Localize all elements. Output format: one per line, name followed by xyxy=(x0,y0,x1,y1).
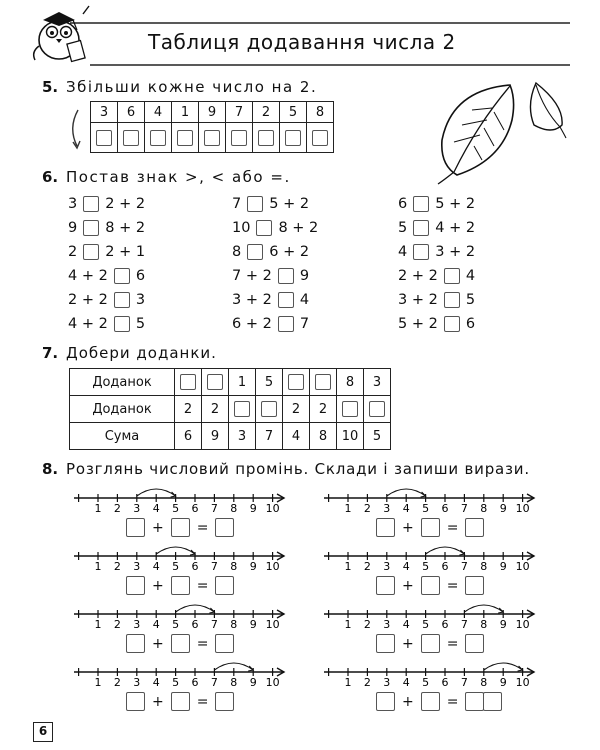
task7-row xyxy=(70,369,391,396)
sign-answer-box[interactable] xyxy=(444,292,460,308)
tick-label: 8 xyxy=(230,676,238,689)
task6-right-expr: 4 + 2 xyxy=(435,220,476,236)
answer-box[interactable] xyxy=(207,374,223,390)
plus-sign: + xyxy=(402,577,414,594)
tick-label: 8 xyxy=(480,560,488,573)
task6-right-expr: 4 xyxy=(299,292,310,308)
task6-left-expr: 4 + 2 xyxy=(68,316,108,332)
tick-label: 6 xyxy=(191,560,199,573)
task5-table xyxy=(90,101,334,153)
plus-sign: + xyxy=(152,693,164,710)
first-addend-box[interactable] xyxy=(376,634,395,653)
equation-row xyxy=(376,576,484,595)
number-line xyxy=(74,484,294,516)
second-addend-box[interactable] xyxy=(421,576,440,595)
sign-answer-box[interactable] xyxy=(413,220,429,236)
sign-answer-box[interactable] xyxy=(247,196,263,212)
equation-row xyxy=(126,576,234,595)
tick-label: 10 xyxy=(265,560,280,573)
task6-comparison xyxy=(398,292,475,308)
sign-answer-box[interactable] xyxy=(83,220,99,236)
task6-right-expr: 5 xyxy=(135,316,146,332)
first-addend-box[interactable] xyxy=(376,692,395,711)
plus-sign: + xyxy=(152,519,164,536)
page-title: Таблиця додавання числа 2 xyxy=(148,30,456,54)
tick-label: 1 xyxy=(344,676,352,689)
tick-label: 5 xyxy=(172,560,180,573)
answer-box[interactable] xyxy=(312,130,328,146)
second-addend-box[interactable] xyxy=(421,692,440,711)
tick-label: 6 xyxy=(441,676,449,689)
sum-box[interactable] xyxy=(215,576,234,595)
tick-label: 5 xyxy=(422,618,430,631)
tick-label: 7 xyxy=(210,618,218,631)
tick-label: 1 xyxy=(344,618,352,631)
tick-label: 2 xyxy=(113,618,121,631)
task6-right-expr: 5 + 2 xyxy=(269,196,310,212)
answer-box[interactable] xyxy=(369,401,385,417)
tick-label: 7 xyxy=(210,502,218,515)
task7-value-cell: 10 xyxy=(337,423,364,450)
sum-box[interactable] xyxy=(465,692,484,711)
tick-label: 9 xyxy=(249,502,257,515)
sign-answer-box[interactable] xyxy=(278,268,294,284)
task6-right-expr: 6 + 2 xyxy=(269,244,310,260)
task6-comparison xyxy=(398,268,475,284)
plus-sign: + xyxy=(402,693,414,710)
sign-answer-box[interactable] xyxy=(114,292,130,308)
number-line xyxy=(324,542,544,574)
plus-sign: + xyxy=(152,635,164,652)
task5-text: Збільши кожне число на 2. xyxy=(66,78,318,96)
tick-label: 6 xyxy=(441,560,449,573)
sign-answer-box[interactable] xyxy=(413,244,429,260)
sign-answer-box[interactable] xyxy=(256,220,272,236)
sign-answer-box[interactable] xyxy=(114,268,130,284)
task6-left-expr: 8 xyxy=(232,244,242,260)
task6-left-expr: 2 + 2 xyxy=(398,268,438,284)
tick-label: 10 xyxy=(515,560,530,573)
tick-label: 10 xyxy=(515,676,530,689)
task7-value-cell: 5 xyxy=(364,423,391,450)
task7-value-cell: 5 xyxy=(256,369,283,396)
tick-label: 2 xyxy=(363,502,371,515)
plus-sign: + xyxy=(152,577,164,594)
task5-answer-cell[interactable] xyxy=(226,123,253,153)
page-number-box xyxy=(33,722,53,742)
task6-comparison xyxy=(68,292,145,308)
tick-label: 1 xyxy=(344,560,352,573)
second-addend-box[interactable] xyxy=(171,576,190,595)
tick-label: 3 xyxy=(133,676,141,689)
tick-label: 4 xyxy=(152,502,160,515)
tick-label: 1 xyxy=(344,502,352,515)
tick-label: 2 xyxy=(113,502,121,515)
task5-answer-cell[interactable] xyxy=(280,123,307,153)
tick-label: 9 xyxy=(499,502,507,515)
task6-right-expr: 8 + 2 xyxy=(105,220,146,236)
equals-sign: = xyxy=(196,519,209,536)
second-addend-box[interactable] xyxy=(421,518,440,537)
answer-box[interactable] xyxy=(231,130,247,146)
tick-label: 9 xyxy=(499,676,507,689)
sum-box[interactable] xyxy=(215,692,234,711)
tick-label: 7 xyxy=(210,676,218,689)
tick-label: 8 xyxy=(480,676,488,689)
tick-label: 8 xyxy=(230,618,238,631)
answer-box[interactable] xyxy=(150,130,166,146)
second-addend-box[interactable] xyxy=(421,634,440,653)
task5-answer-row xyxy=(91,123,334,153)
tick-label: 1 xyxy=(94,502,102,515)
task6-right-expr: 7 xyxy=(299,316,310,332)
answer-box[interactable] xyxy=(177,130,193,146)
answer-box[interactable] xyxy=(234,401,250,417)
page-number: 6 xyxy=(38,724,48,738)
task6-comparison xyxy=(68,268,145,284)
task7-value-cell: 4 xyxy=(283,423,310,450)
tick-label: 9 xyxy=(499,618,507,631)
sign-answer-box[interactable] xyxy=(444,316,460,332)
tick-label: 1 xyxy=(94,676,102,689)
tick-label: 6 xyxy=(191,676,199,689)
task6-right-expr: 2 + 1 xyxy=(105,244,146,260)
task6-left-expr: 6 xyxy=(398,196,408,212)
tick-label: 2 xyxy=(113,676,121,689)
sum-box[interactable] xyxy=(215,518,234,537)
task7-text: Добери доданки. xyxy=(66,344,217,362)
tick-label: 5 xyxy=(422,560,430,573)
tick-label: 10 xyxy=(515,502,530,515)
equals-sign: = xyxy=(446,577,459,594)
number-line xyxy=(74,658,294,690)
task7-row-label: Доданок xyxy=(70,396,175,423)
answer-box[interactable] xyxy=(258,130,274,146)
task6-comparison xyxy=(232,220,318,236)
task6-left-expr: 5 xyxy=(398,220,408,236)
sign-answer-box[interactable] xyxy=(83,244,99,260)
task6-left-expr: 3 + 2 xyxy=(232,292,272,308)
tick-label: 3 xyxy=(133,618,141,631)
first-addend-box[interactable] xyxy=(126,634,145,653)
task6-left-expr: 6 + 2 xyxy=(232,316,272,332)
task6-comparison xyxy=(232,244,309,260)
tick-label: 10 xyxy=(265,502,280,515)
answer-box[interactable] xyxy=(342,401,358,417)
equation-row xyxy=(126,692,234,711)
task7-row-label: Доданок xyxy=(70,369,175,396)
task6-comparison xyxy=(232,316,309,332)
task6-left-expr: 3 + 2 xyxy=(398,292,438,308)
tick-label: 3 xyxy=(133,502,141,515)
sign-answer-box[interactable] xyxy=(278,292,294,308)
task5-numbers-row xyxy=(91,102,334,123)
task8-text: Розглянь числовий промінь. Склади і запиши вирази. xyxy=(66,460,530,478)
task6-right-expr: 6 xyxy=(465,316,476,332)
tick-label: 7 xyxy=(460,560,468,573)
task7-value-cell: 1 xyxy=(229,369,256,396)
task5-number-cell: 7 xyxy=(226,102,253,123)
tick-label: 6 xyxy=(441,618,449,631)
tick-label: 7 xyxy=(460,676,468,689)
first-addend-box[interactable] xyxy=(376,518,395,537)
tick-label: 9 xyxy=(249,618,257,631)
equation-row xyxy=(376,634,484,653)
task5-answer-cell[interactable] xyxy=(118,123,145,153)
task7-answer-cell[interactable] xyxy=(283,369,310,396)
tick-label: 2 xyxy=(363,676,371,689)
task5-answer-cell[interactable] xyxy=(91,123,118,153)
sign-answer-box[interactable] xyxy=(444,268,460,284)
sum-box[interactable] xyxy=(215,634,234,653)
answer-box[interactable] xyxy=(180,374,196,390)
tick-label: 5 xyxy=(422,676,430,689)
task6-left-expr: 7 xyxy=(232,196,242,212)
plus-sign: + xyxy=(402,519,414,536)
equals-sign: = xyxy=(446,693,459,710)
tick-label: 1 xyxy=(94,560,102,573)
curved-arrow-icon xyxy=(66,108,86,152)
task6-right-expr: 9 xyxy=(299,268,310,284)
tick-label: 9 xyxy=(249,560,257,573)
tick-label: 4 xyxy=(402,560,410,573)
tick-label: 2 xyxy=(113,560,121,573)
tick-label: 4 xyxy=(152,676,160,689)
number-line xyxy=(324,658,544,690)
header-bar xyxy=(30,22,570,66)
task5-answer-cell[interactable] xyxy=(172,123,199,153)
task7-value-cell: 6 xyxy=(175,423,202,450)
small-leaf-icon xyxy=(522,80,572,145)
task7-value-cell: 2 xyxy=(283,396,310,423)
answer-box[interactable] xyxy=(123,130,139,146)
tick-label: 1 xyxy=(94,618,102,631)
task6-comparison xyxy=(232,292,309,308)
task5-number-cell: 3 xyxy=(91,102,118,123)
tick-label: 3 xyxy=(133,560,141,573)
answer-box[interactable] xyxy=(288,374,304,390)
task5-number: 5. xyxy=(42,78,59,96)
task5-number-cell: 8 xyxy=(307,102,334,123)
tick-label: 4 xyxy=(402,502,410,515)
first-addend-box[interactable] xyxy=(126,518,145,537)
tick-label: 6 xyxy=(191,618,199,631)
equals-sign: = xyxy=(196,635,209,652)
task6-comparison xyxy=(398,196,475,212)
equals-sign: = xyxy=(196,577,209,594)
task6-right-expr: 3 + 2 xyxy=(435,244,476,260)
task6-comparison xyxy=(398,220,475,236)
task7-answer-cell[interactable] xyxy=(256,396,283,423)
task6-left-expr: 5 + 2 xyxy=(398,316,438,332)
task7-value-cell: 9 xyxy=(202,423,229,450)
owl-mascot-icon xyxy=(25,2,95,64)
task6-left-expr: 2 xyxy=(68,244,78,260)
task5-answer-cell[interactable] xyxy=(199,123,226,153)
task7-value-cell: 2 xyxy=(175,396,202,423)
task7-answer-cell[interactable] xyxy=(310,369,337,396)
tick-label: 7 xyxy=(210,560,218,573)
task6-left-expr: 2 + 2 xyxy=(68,292,108,308)
task6-comparison xyxy=(68,196,145,212)
tick-label: 2 xyxy=(363,618,371,631)
task7-value-cell: 7 xyxy=(256,423,283,450)
sign-answer-box[interactable] xyxy=(247,244,263,260)
tick-label: 8 xyxy=(230,502,238,515)
tick-label: 6 xyxy=(441,502,449,515)
task5-answer-cell[interactable] xyxy=(307,123,334,153)
sum-box[interactable] xyxy=(465,518,484,537)
tick-label: 8 xyxy=(480,502,488,515)
task6-right-expr: 3 xyxy=(135,292,146,308)
task6-number: 6. xyxy=(42,168,59,186)
task5-answer-cell[interactable] xyxy=(253,123,280,153)
answer-box[interactable] xyxy=(204,130,220,146)
task7-answer-cell[interactable] xyxy=(202,369,229,396)
number-line xyxy=(74,542,294,574)
task7-table xyxy=(69,368,391,450)
answer-box[interactable] xyxy=(285,130,301,146)
first-addend-box[interactable] xyxy=(126,576,145,595)
second-addend-box[interactable] xyxy=(171,634,190,653)
tick-label: 3 xyxy=(383,618,391,631)
task6-comparison xyxy=(398,244,475,260)
tick-label: 3 xyxy=(383,676,391,689)
task6-left-expr: 4 xyxy=(398,244,408,260)
first-addend-box[interactable] xyxy=(126,692,145,711)
task7-value-cell: 2 xyxy=(202,396,229,423)
task7-value-cell: 8 xyxy=(310,423,337,450)
equation-row xyxy=(126,634,234,653)
second-addend-box[interactable] xyxy=(171,518,190,537)
task6-right-expr: 8 + 2 xyxy=(278,220,319,236)
task7-number: 7. xyxy=(42,344,59,362)
large-leaf-icon xyxy=(432,80,522,190)
tick-label: 4 xyxy=(402,676,410,689)
task6-comparison xyxy=(68,316,145,332)
task6-right-expr: 4 xyxy=(465,268,476,284)
tick-label: 7 xyxy=(460,618,468,631)
equals-sign: = xyxy=(446,519,459,536)
equation-row xyxy=(376,518,484,537)
task5-number-cell: 1 xyxy=(172,102,199,123)
task6-left-expr: 7 + 2 xyxy=(232,268,272,284)
task6-left-expr: 9 xyxy=(68,220,78,236)
task6-left-expr: 3 xyxy=(68,196,78,212)
task6-comparison xyxy=(232,268,309,284)
number-line xyxy=(74,600,294,632)
tick-label: 4 xyxy=(152,618,160,631)
task7-row xyxy=(70,396,391,423)
number-line xyxy=(324,484,544,516)
task8-number: 8. xyxy=(42,460,59,478)
sum-box[interactable] xyxy=(465,576,484,595)
answer-box[interactable] xyxy=(315,374,331,390)
tick-label: 3 xyxy=(383,502,391,515)
sign-answer-box[interactable] xyxy=(83,196,99,212)
tick-label: 5 xyxy=(172,618,180,631)
sign-answer-box[interactable] xyxy=(413,196,429,212)
tick-label: 8 xyxy=(230,560,238,573)
task5-number-cell: 6 xyxy=(118,102,145,123)
task7-answer-cell[interactable] xyxy=(175,369,202,396)
sum-box[interactable] xyxy=(465,634,484,653)
task6-right-expr: 5 xyxy=(465,292,476,308)
task5-answer-cell[interactable] xyxy=(145,123,172,153)
tick-label: 4 xyxy=(402,618,410,631)
task6-right-expr: 2 + 2 xyxy=(105,196,146,212)
tick-label: 6 xyxy=(191,502,199,515)
task6-comparison xyxy=(68,244,145,260)
number-line xyxy=(324,600,544,632)
task6-left-expr: 4 + 2 xyxy=(68,268,108,284)
task5-number-cell: 5 xyxy=(280,102,307,123)
tick-label: 7 xyxy=(460,502,468,515)
task6-comparison xyxy=(68,220,145,236)
task7-value-cell: 3 xyxy=(229,423,256,450)
sum-box-second-digit[interactable] xyxy=(483,692,502,711)
tick-label: 5 xyxy=(422,502,430,515)
tick-label: 4 xyxy=(152,560,160,573)
equals-sign: = xyxy=(446,635,459,652)
first-addend-box[interactable] xyxy=(376,576,395,595)
task7-value-cell: 8 xyxy=(337,369,364,396)
task6-comparison xyxy=(398,316,475,332)
equals-sign: = xyxy=(196,693,209,710)
tick-label: 5 xyxy=(172,676,180,689)
task7-value-cell: 2 xyxy=(310,396,337,423)
task5-number-cell: 9 xyxy=(199,102,226,123)
second-addend-box[interactable] xyxy=(171,692,190,711)
tick-label: 8 xyxy=(480,618,488,631)
tick-label: 10 xyxy=(515,618,530,631)
tick-label: 9 xyxy=(249,676,257,689)
tick-label: 5 xyxy=(172,502,180,515)
sign-answer-box[interactable] xyxy=(114,316,130,332)
task5-number-cell: 4 xyxy=(145,102,172,123)
task7-answer-cell[interactable] xyxy=(229,396,256,423)
task6-text: Постав знак >, < або =. xyxy=(66,168,291,186)
task5-number-cell: 2 xyxy=(253,102,280,123)
task7-row-label: Сума xyxy=(70,423,175,450)
task7-answer-cell[interactable] xyxy=(364,396,391,423)
task7-value-cell: 3 xyxy=(364,369,391,396)
task7-row xyxy=(70,423,391,450)
task6-right-expr: 6 xyxy=(135,268,146,284)
task6-comparison xyxy=(232,196,309,212)
tick-label: 9 xyxy=(499,560,507,573)
equation-row xyxy=(126,518,234,537)
tick-label: 3 xyxy=(383,560,391,573)
task6-right-expr: 5 + 2 xyxy=(435,196,476,212)
sign-answer-box[interactable] xyxy=(278,316,294,332)
answer-box[interactable] xyxy=(96,130,112,146)
task7-answer-cell[interactable] xyxy=(337,396,364,423)
answer-box[interactable] xyxy=(261,401,277,417)
tick-label: 10 xyxy=(265,676,280,689)
tick-label: 2 xyxy=(363,560,371,573)
plus-sign: + xyxy=(402,635,414,652)
equation-row xyxy=(376,692,502,711)
task6-left-expr: 10 xyxy=(232,220,251,236)
tick-label: 10 xyxy=(265,618,280,631)
